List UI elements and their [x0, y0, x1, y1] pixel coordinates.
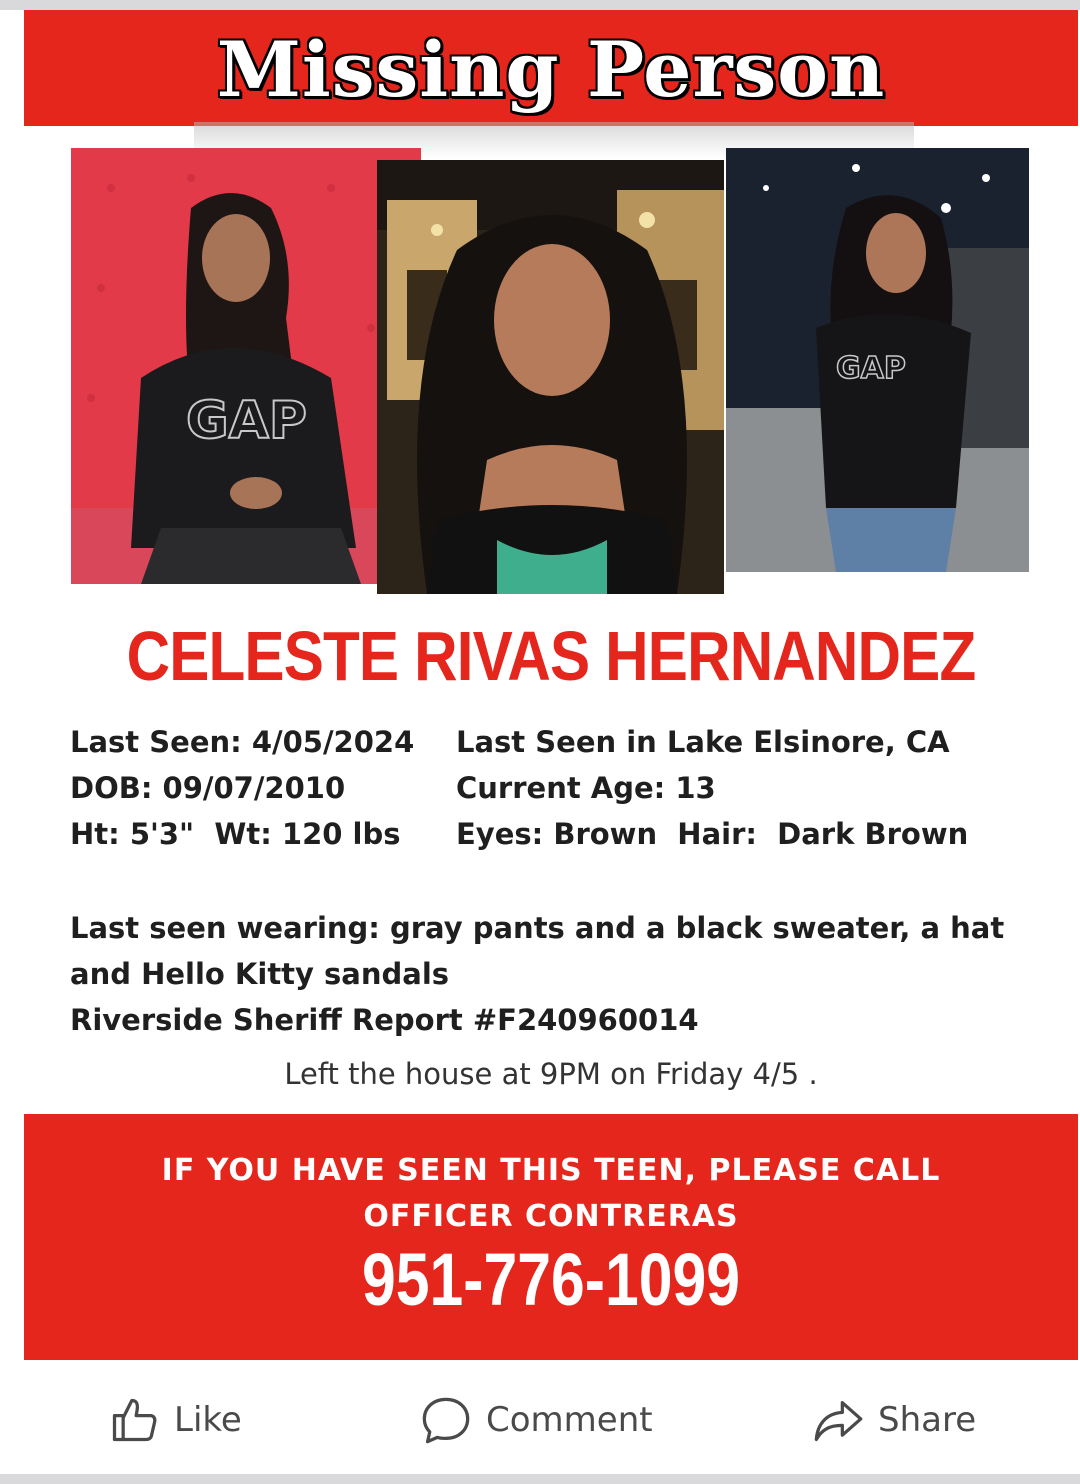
missing-person-name: CELESTE RIVAS HERNANDEZ	[126, 617, 976, 695]
missing-person-poster[interactable]	[24, 10, 1078, 1360]
photo-standing	[726, 148, 1029, 572]
bottom-divider	[0, 1474, 1080, 1484]
comment-bubble-icon	[420, 1394, 472, 1446]
comment-button[interactable]	[420, 1380, 653, 1460]
share-label: Share	[878, 1400, 977, 1440]
contact-phone-number[interactable]: 951-776-1099	[362, 1238, 740, 1321]
date-of-birth: DOB: 09/07/2010	[70, 771, 346, 805]
like-label: Like	[174, 1400, 242, 1440]
svg-text:GAP: GAP	[186, 391, 308, 451]
share-arrow-icon	[812, 1394, 864, 1446]
contact-banner	[24, 1114, 1078, 1360]
clothing-description-line1: Last seen wearing: gray pants and a black sweater, a hat	[70, 911, 1005, 945]
poster-title: Missing Person	[216, 25, 886, 114]
officer-name: OFFICER CONTRERAS	[363, 1199, 739, 1234]
photo-seated	[71, 148, 421, 584]
current-age: Current Age: 13	[456, 771, 716, 805]
top-divider	[0, 0, 1080, 10]
height-weight: Ht: 5'3" Wt: 120 lbs	[70, 817, 401, 851]
comment-label: Comment	[486, 1400, 653, 1440]
share-button[interactable]	[812, 1380, 976, 1460]
like-button[interactable]	[108, 1380, 242, 1460]
post-action-bar	[0, 1380, 1080, 1460]
sheriff-report-number: Riverside Sheriff Report #F240960014	[70, 1003, 699, 1037]
photo-closeup	[377, 160, 724, 594]
last-seen-date: Last Seen: 4/05/2024	[70, 725, 415, 759]
call-instruction: IF YOU HAVE SEEN THIS TEEN, PLEASE CALL	[161, 1153, 941, 1188]
svg-text:GAP: GAP	[836, 351, 906, 386]
last-seen-place: Last Seen in Lake Elsinore, CA	[456, 725, 950, 759]
left-house-note: Left the house at 9PM on Friday 4/5 .	[284, 1057, 818, 1091]
eyes-hair: Eyes: Brown Hair: Dark Brown	[456, 817, 969, 851]
thumbs-up-icon	[108, 1394, 160, 1446]
clothing-description-line2: and Hello Kitty sandals	[70, 957, 450, 991]
